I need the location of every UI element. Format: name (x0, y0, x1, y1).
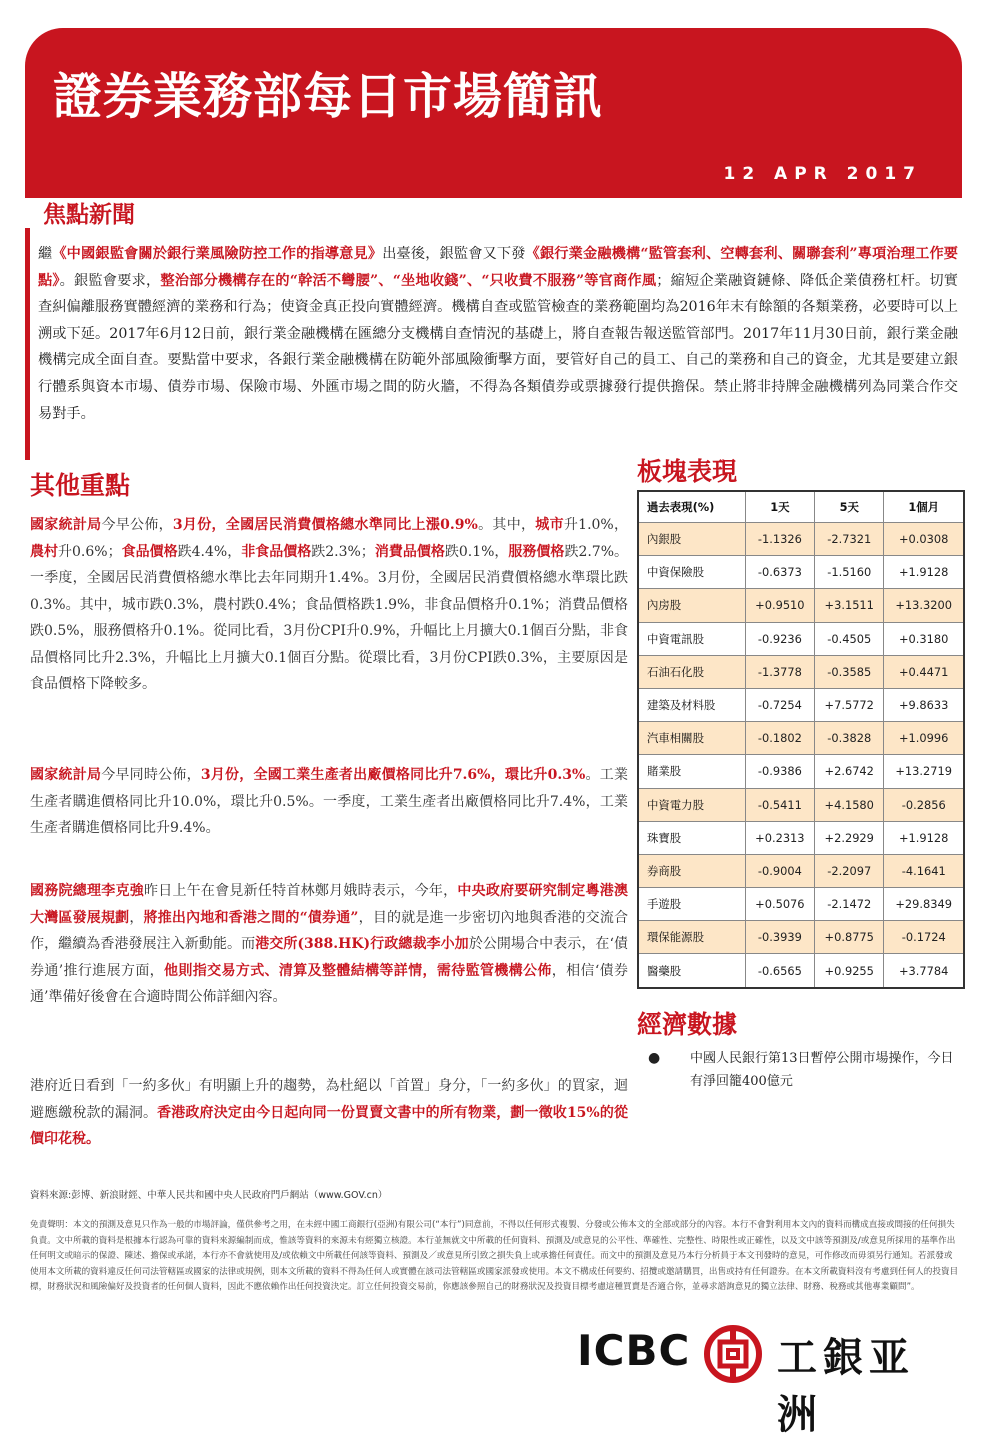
highlight-text: 非食品價格 (241, 543, 312, 560)
highlight-text: 《銀行業金融機構“監管套利、空轉套利、關聯套利”專項治理工作要點》 (38, 246, 958, 289)
sector-return: +13.3200 (884, 589, 964, 622)
sector-name: 石油石化股 (638, 655, 745, 688)
highlight-text: 3月份，全國居民消費價格總水準同比上漲0.9% (172, 517, 478, 533)
sector-name: 環保能源股 (638, 921, 745, 954)
highlight-text: 國務院總理李克強 (30, 883, 144, 899)
highlight-text: 服務價格 (508, 543, 565, 560)
icbc-emblem-icon (703, 1324, 763, 1384)
economic-data-item: 中國人民銀行第13日暫停公開市場操作，今日有淨回籠400億元 (690, 1051, 954, 1089)
sector-name: 建築及材料股 (638, 688, 745, 721)
article-ppi (30, 762, 628, 842)
body-text: 跌2.3%； (311, 543, 375, 560)
sector-return: -0.6373 (745, 556, 814, 589)
sector-return: +0.4471 (884, 655, 964, 688)
data-source: 資料來源:彭博、新浪財經、中華人民共和國中央人民政府門戶網站（www.GOV.cn） (30, 1190, 388, 1201)
table-row (638, 688, 964, 721)
sector-return: -2.1472 (815, 888, 884, 921)
highlight-text: 他則指交易方式、清算及整體結構等詳情，需待監管機構公佈 (164, 962, 552, 979)
sector-name: 賭業股 (638, 755, 745, 788)
highlight-text: 國家統計局 (30, 767, 102, 783)
highlight-text: 農村 (30, 543, 59, 560)
logo-brand-text: ICBC (577, 1326, 691, 1375)
sector-return: +1.9128 (884, 556, 964, 589)
column-header: 5天 (815, 491, 884, 523)
body-text: ；縮短企業融資鏈條、降低企業債務杠杆。切實查糾偏離服務實體經濟的業務和行為；使資金真正投向實體經濟。機構自查或監管檢查的業務範圍均為2016年末有餘額的各類業務，必要時可以上溯或下延。2017年6月12日前，銀行業金融機構在匯總分支機構自查情況的基礎上，將自查報告報送監管部門。2017年11月30日前，銀行業金融機構完成全面自查。要點當中要求，各銀行業金融機構在防範外部風險衝擊方面，要管好自己的員工、自己的業務和自己的資金，尤其是要建立銀行體系與資本市場、債券市場、保險市場、外匯市場之間的防火牆，不得為各類債券或票據發行提供擔保。禁止將非持牌金融機構列為同業合作交易對手。 (38, 272, 958, 422)
sector-return: +7.5772 (815, 688, 884, 721)
highlight-text: 食品價格 (121, 543, 178, 560)
economic-data-heading: 經濟數據 (637, 1010, 738, 1039)
body-text: 跌0.1%， (444, 543, 509, 560)
other-highlights-heading: 其他重點 (30, 471, 131, 500)
body-text: 昨日上午在會見新任特首林鄭月娥時表示，今年， (143, 883, 458, 899)
sector-return: +0.9510 (745, 589, 814, 622)
sector-name: 手遊股 (638, 888, 745, 921)
article-bond-connect (30, 878, 628, 1011)
sector-return: -2.7321 (815, 523, 884, 556)
sector-return: -1.1326 (745, 523, 814, 556)
focus-heading: 焦點新聞 (43, 202, 135, 228)
sector-name: 中資保險股 (638, 556, 745, 589)
bullet-icon: ● (648, 1050, 661, 1066)
table-row (638, 589, 964, 622)
body-text: 於公開場合中表示，在‘債券通’推行進展方面， (30, 936, 629, 979)
column-header: 1個月 (884, 491, 964, 523)
body-text: 。銀監會要求， (59, 272, 161, 289)
sector-return: -0.1802 (745, 722, 814, 755)
highlight-text: 城市 (535, 517, 564, 533)
table-row (638, 655, 964, 688)
sector-return: -2.2097 (815, 854, 884, 887)
sector-return: +3.7784 (884, 954, 964, 988)
body-text: 跌2.7%。一季度，全國居民消費價格總水準比去年同期升1.4%。3月份，全國居民消費價格總水準環比跌0.3%。其中，城市跌0.3%，農村跌0.4%；食品價格跌1.9%，非食品價格升0.1%；消費品價格跌0.5%，服務價格升0.1%。從同比看，3月份CPI升0.9%，升幅比上月擴大0.1個百分點，非食品價格同比升2.3%，升幅比上月擴大0.1個百分點。從環比看，3月份CPI跌0.3%，主要原因是食品價格下降較多。 (30, 543, 629, 692)
newsletter-title: 證券業務部每日市場簡訊 (53, 68, 604, 125)
sector-name: 汽車相關股 (638, 722, 745, 755)
sector-return: -0.4505 (815, 622, 884, 655)
body-text: 。工業生產者購進價格同比升10.0%，環比升0.5%。一季度，工業生產者出廠價格同比升7.4%，工業生產者購進價格同比升9.4%。 (30, 767, 629, 836)
sector-return: -1.3778 (745, 655, 814, 688)
article-stamp-duty (30, 1073, 628, 1153)
table-row (638, 556, 964, 589)
highlight-text: 3月份，全國工業生產者出廠價格同比升7.6%，環比升0.3% (200, 767, 586, 783)
table-row (638, 954, 964, 988)
icbc-asia-logo (577, 1322, 957, 1438)
table-row (638, 788, 964, 821)
sector-return: -0.2856 (884, 788, 964, 821)
table-row (638, 821, 964, 854)
highlight-text: 港交所(388.HK)行政總裁李小加 (255, 936, 469, 952)
body-text: 跌4.4%， (177, 543, 242, 560)
body-text: ，相信‘債券通’準備好後會在合適時間公佈詳細內容。 (30, 962, 628, 1005)
sector-name: 中資電訊股 (638, 622, 745, 655)
table-row (638, 722, 964, 755)
focus-tab (25, 198, 185, 228)
sector-return: +13.2719 (884, 755, 964, 788)
highlight-text: 整治部分機構存在的“幹活不彎腰”、“坐地收錢”、“只收費不服務”等官商作風 (160, 272, 657, 289)
sector-return: -0.1724 (884, 921, 964, 954)
body-text: ， (129, 909, 144, 926)
sector-return: -0.5411 (745, 788, 814, 821)
focus-news-body (38, 241, 958, 427)
sector-return: +0.2313 (745, 821, 814, 854)
issue-date: 12 APR 2017 (723, 164, 922, 184)
body-text: 升0.6%； (58, 543, 122, 560)
sector-name: 醫藥股 (638, 954, 745, 988)
sector-return: +1.9128 (884, 821, 964, 854)
sector-return: +2.2929 (815, 821, 884, 854)
sector-return: +1.0996 (884, 722, 964, 755)
body-text: ，目的就是進一步密切內地與香港的交流合作，繼續為香港發展注入新動能。而 (30, 909, 629, 952)
sector-return: -4.1641 (884, 854, 964, 887)
table-row (638, 523, 964, 556)
body-text: 繼 (38, 246, 53, 262)
column-header: 過去表現(%) (638, 491, 745, 523)
sector-return: -1.5160 (815, 556, 884, 589)
highlight-text: 《中國銀監會關於銀行業風險防控工作的指導意見》 (52, 246, 383, 262)
highlight-text: 中央政府要研究制定粵港澳大灣區發展規劃 (30, 883, 629, 926)
sector-name: 珠寶股 (638, 821, 745, 854)
body-text: 今早公佈， (101, 517, 173, 533)
masthead (25, 28, 962, 198)
sector-performance-heading: 板塊表現 (637, 457, 738, 486)
sector-name: 內銀股 (638, 523, 745, 556)
sector-return: +0.8775 (815, 921, 884, 954)
sector-return: -0.7254 (745, 688, 814, 721)
sector-return: +29.8349 (884, 888, 964, 921)
highlight-text: 消費品價格 (374, 543, 445, 560)
sector-return: -0.3585 (815, 655, 884, 688)
sector-return: +9.8633 (884, 688, 964, 721)
sector-return: -0.9386 (745, 755, 814, 788)
table-row (638, 921, 964, 954)
sector-performance-table (637, 490, 965, 989)
sector-return: +2.6742 (815, 755, 884, 788)
sector-return: +0.9255 (815, 954, 884, 988)
sector-return: -0.9004 (745, 854, 814, 887)
body-text: 出臺後，銀監會又下發 (382, 246, 526, 262)
disclaimer: 免責聲明：本文的預測及意見只作為一般的市場評論，僅供參考之用，在未經中國工商銀行(亞洲)有限公司(“本行”)同意前，不得以任何形式複製、分發或公佈本文的全部或部分的內容。本行不會對利用本文內的資料而構成直接或間接的任何損失負責。文中所載的資料是根據本行認為可靠的資料來源編制而成，惟該等資料的來源未有經獨立核證。本行並無就文中所載的任何資料、預測及/或意見的公平性、準確性、完整性、時限性或正確性，以及文中該等預測及/或意見所採用的基準作出任何明文或暗示的保證、陳述、擔保或承諾，本行亦不會就使用及/或依賴文中所載任何該等資料、預測及／或意見所引致之損失負上或承擔任何責任。而文中的預測及意見乃本行分析員于本文刊發時的意見，可作修改而毋須另行通知。若派發或使用本文所載的資料違反任何司法管轄區或國家的法律或規例，則本文所載的資料不得為任何人或實體在該司法管轄區或國家派發或使用。本文不構成任何要約、招攬或邀請購買，出售或持有任何證券。在本文所載資料沒有考慮到任何人的投資目標，財務狀況和風險偏好及投資者的任何個人資料，因此不應依賴作出任何投資決定。訂立任何投資交易前，你應該參照自己的財務狀況及投資目標考慮這種買賣是否適合你，並尋求諮詢意見的獨立法律、財務、稅務或其他專業顧問”。 (30, 1220, 959, 1293)
highlight-text: 將推出內地和香港之間的“債券通” (143, 909, 359, 926)
body-text: 港府近日看到「一約多伙」有明顯上升的趨勢，為杜絕以「首置」身分，「一約多伙」的買家，迴避應繳稅款的漏洞。 (30, 1078, 628, 1121)
sector-return: -0.9236 (745, 622, 814, 655)
sector-return: +4.1580 (815, 788, 884, 821)
sector-return: -0.3828 (815, 722, 884, 755)
highlight-text: 國家統計局 (30, 517, 102, 533)
sector-name: 券商股 (638, 854, 745, 887)
sector-return: +0.3180 (884, 622, 964, 655)
sector-return: +0.5076 (745, 888, 814, 921)
body-text: 今早同時公佈， (101, 767, 201, 783)
body-text: 升1.0%， (563, 517, 629, 533)
table-header-row (638, 491, 964, 523)
body-text: 。其中， (477, 517, 536, 533)
sector-return: -0.6565 (745, 954, 814, 988)
sector-return: +0.0308 (884, 523, 964, 556)
sector-name: 中資電力股 (638, 788, 745, 821)
table-row (638, 755, 964, 788)
sector-return: +3.1511 (815, 589, 884, 622)
table-row (638, 622, 964, 655)
logo-chinese-text: 工銀亚洲 (777, 1335, 915, 1438)
highlight-text: 香港政府決定由今日起向同一份買賣文書中的所有物業，劃一徵收15%的從價印花稅。 (30, 1104, 628, 1147)
article-cpi (30, 512, 628, 698)
sector-name: 內房股 (638, 589, 745, 622)
table-row (638, 854, 964, 887)
table-row (638, 888, 964, 921)
sector-return: -0.3939 (745, 921, 814, 954)
column-header: 1天 (745, 491, 814, 523)
